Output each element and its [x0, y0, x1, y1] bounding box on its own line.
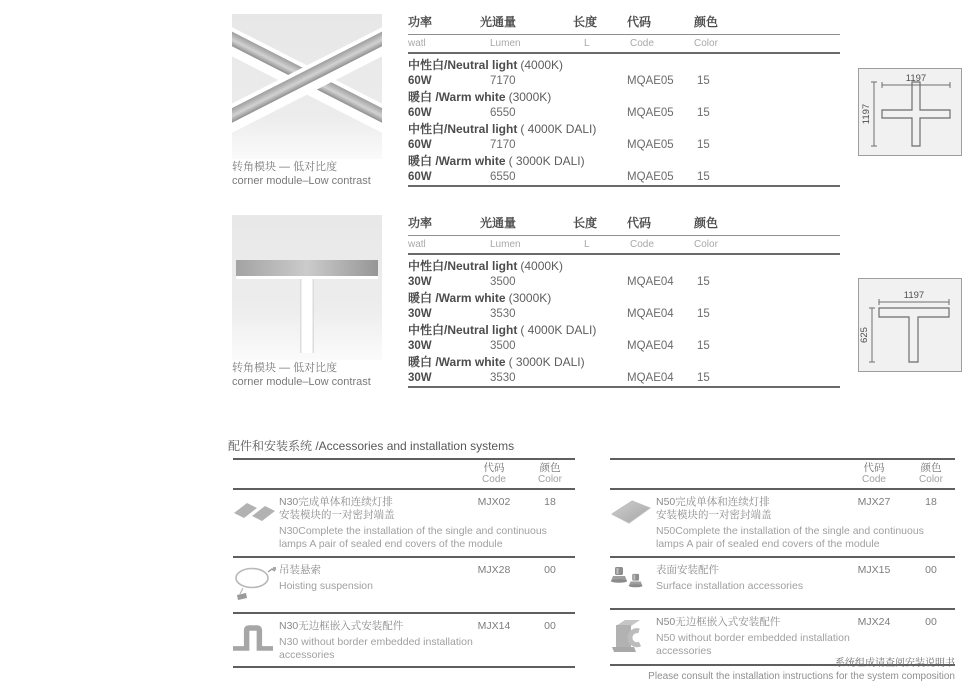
col-flux-en: Lumen: [490, 239, 521, 250]
spec-row-data: 30W 3530 MQAE04 15: [408, 372, 710, 384]
spec-row-data: 60W 7170 MQAE05 15: [408, 139, 710, 151]
accessory-zh-text: N30完成单体和连续灯排 安装模块的一对密封端盖: [279, 496, 395, 521]
col-color-en: Color: [694, 38, 718, 49]
accessory-zh-text: N50完成单体和连续灯排 安装模块的一对密封端盖: [656, 496, 772, 521]
tee-diagram-svg: [858, 278, 962, 372]
footer-note-zh: 系统组成请查阅安装说明书: [835, 658, 955, 669]
spec-row-label: 暖白 /Warm white ( 3000K DALI): [408, 355, 585, 369]
n30-embedded-bracket-icon: [233, 620, 279, 661]
spec-table-1: [408, 12, 840, 187]
accessory-color: 18: [544, 496, 556, 508]
accessory-en-text: N30Complete the installation of the single and continuous lamps A pair of sealed end covers of the module: [279, 525, 547, 550]
t-module-image: [232, 215, 382, 360]
footer-note: [648, 657, 955, 683]
accessory-row: [610, 490, 955, 558]
col-color-zh: 颜色: [694, 216, 719, 230]
accessory-row: [610, 558, 955, 610]
accessory-row: [233, 558, 575, 614]
col-power-en: watl: [408, 38, 426, 49]
accessory-code: MJX02: [477, 496, 511, 508]
spec-row-label: 中性白/Neutral light (4000K): [408, 259, 564, 273]
spec-row-data: 30W 3500 MQAE04 15: [408, 276, 710, 288]
spec-row-data: 30W 3530 MQAE04 15: [408, 308, 710, 320]
color-column-header: 颜色 Color: [919, 462, 943, 485]
accessory-color: 18: [925, 496, 937, 508]
x-corner-module-photo: [232, 14, 382, 159]
col-code-en: Code: [630, 38, 654, 49]
accessories-left-header: [233, 460, 575, 490]
module-2-caption-en: corner module–Low contrast: [232, 376, 371, 388]
accessory-zh-text: 表面安装配件: [656, 564, 719, 576]
t-corner-module-photo: [232, 215, 382, 360]
cross-dimension-diagram: [858, 68, 962, 156]
n50-embedded-bracket-icon: [610, 616, 656, 659]
col-length-en: L: [584, 38, 590, 49]
col-code-en: Code: [630, 239, 654, 250]
accessory-code: MJX24: [857, 616, 891, 628]
accessory-zh-text: 吊装悬索: [279, 564, 321, 576]
accessory-row: [233, 490, 575, 558]
cross-width-label: 1197: [905, 73, 927, 84]
spec-table-1-body: [408, 54, 840, 185]
module-2-caption-zh: 转角模块 — 低对比度: [232, 362, 338, 374]
spec-row-label: 暖白 /Warm white (3000K): [408, 291, 552, 305]
accessory-code: MJX27: [857, 496, 891, 508]
end-cover-pair-icon: [233, 496, 279, 551]
divider: [408, 185, 840, 187]
spec-table-1-header-zh: [408, 12, 840, 34]
col-flux-zh: 光通量: [480, 15, 517, 29]
cross-diagram-svg: [858, 68, 962, 156]
spec-row-data: 30W 3500 MQAE04 15: [408, 340, 710, 352]
accessories-table-right: [610, 458, 955, 666]
spec-row-data: 60W 7170 MQAE05 15: [408, 75, 710, 87]
accessory-row: [233, 614, 575, 668]
spec-table-2-body: [408, 255, 840, 386]
col-length-zh: 长度: [573, 216, 598, 230]
col-color-zh: 颜色: [694, 15, 719, 29]
spec-table-2: [408, 213, 840, 388]
col-code-zh: 代码: [627, 15, 652, 29]
color-column-header: 颜色 Color: [538, 462, 562, 485]
col-power-zh: 功率: [408, 216, 433, 230]
accessory-en-text: N50 without border embedded installation accessories: [656, 632, 850, 657]
accessory-en-text: Hoisting suspension: [279, 580, 373, 592]
col-length-zh: 长度: [573, 15, 598, 29]
accessory-code: MJX15: [857, 564, 891, 576]
code-column-header: 代码 Code: [862, 462, 886, 485]
accessory-en-text: N30 without border embedded installation accessories: [279, 636, 473, 661]
accessory-code: MJX28: [477, 564, 511, 576]
accessory-zh-text: N50无边框嵌入式安装配件: [656, 616, 781, 628]
surface-mount-screws-icon: [610, 564, 656, 603]
spec-row-data: 60W 6550 MQAE05 15: [408, 171, 710, 183]
col-color-en: Color: [694, 239, 718, 250]
col-power-en: watl: [408, 239, 426, 250]
end-cover-single-icon: [610, 496, 656, 551]
x-module-image: [232, 14, 382, 159]
accessory-color: 00: [544, 620, 556, 632]
hoisting-suspension-icon: [233, 564, 279, 607]
accessories-table-left: [233, 458, 575, 668]
divider: [408, 386, 840, 388]
module-1-caption-en: corner module–Low contrast: [232, 175, 371, 187]
spec-row-label: 中性白/Neutral light ( 4000K DALI): [408, 122, 597, 136]
module-1-caption-zh: 转角模块 — 低对比度: [232, 161, 338, 173]
accessory-color: 00: [544, 564, 556, 576]
module-1-caption: [232, 160, 371, 188]
spec-table-1-header-en: [408, 35, 840, 52]
accessory-en-text: Surface installation accessories: [656, 580, 804, 592]
tee-dimension-diagram: [858, 278, 962, 372]
col-flux-en: Lumen: [490, 38, 521, 49]
footer-note-en: Please consult the installation instructions for the system composition: [648, 671, 955, 682]
module-2-caption: [232, 361, 371, 389]
accessory-code: MJX14: [477, 620, 511, 632]
col-power-zh: 功率: [408, 15, 433, 29]
spec-row-label: 中性白/Neutral light (4000K): [408, 58, 564, 72]
spec-table-2-header-zh: [408, 213, 840, 235]
col-flux-zh: 光通量: [480, 216, 517, 230]
accessories-right-header: [610, 460, 955, 490]
spec-row-label: 中性白/Neutral light ( 4000K DALI): [408, 323, 597, 337]
cross-height-label: 1197: [861, 103, 872, 125]
accessory-zh-text: N30无边框嵌入式安装配件: [279, 620, 404, 632]
col-length-en: L: [584, 239, 590, 250]
spec-row-label: 暖白 /Warm white (3000K): [408, 90, 552, 104]
accessory-color: 00: [925, 616, 937, 628]
accessories-title: 配件和安装系统 /Accessories and installation systems: [228, 439, 515, 453]
tee-width-label: 1197: [903, 290, 925, 301]
code-column-header: 代码 Code: [482, 462, 506, 485]
accessory-en-text: N50Complete the installation of the single and continuous lamps A pair of sealed end covers of the module: [656, 525, 924, 550]
spec-table-2-header-en: [408, 236, 840, 253]
spec-row-label: 暖白 /Warm white ( 3000K DALI): [408, 154, 585, 168]
spec-row-data: 60W 6550 MQAE05 15: [408, 107, 710, 119]
col-code-zh: 代码: [627, 216, 652, 230]
accessory-color: 00: [925, 564, 937, 576]
tee-height-label: 625: [859, 327, 870, 343]
